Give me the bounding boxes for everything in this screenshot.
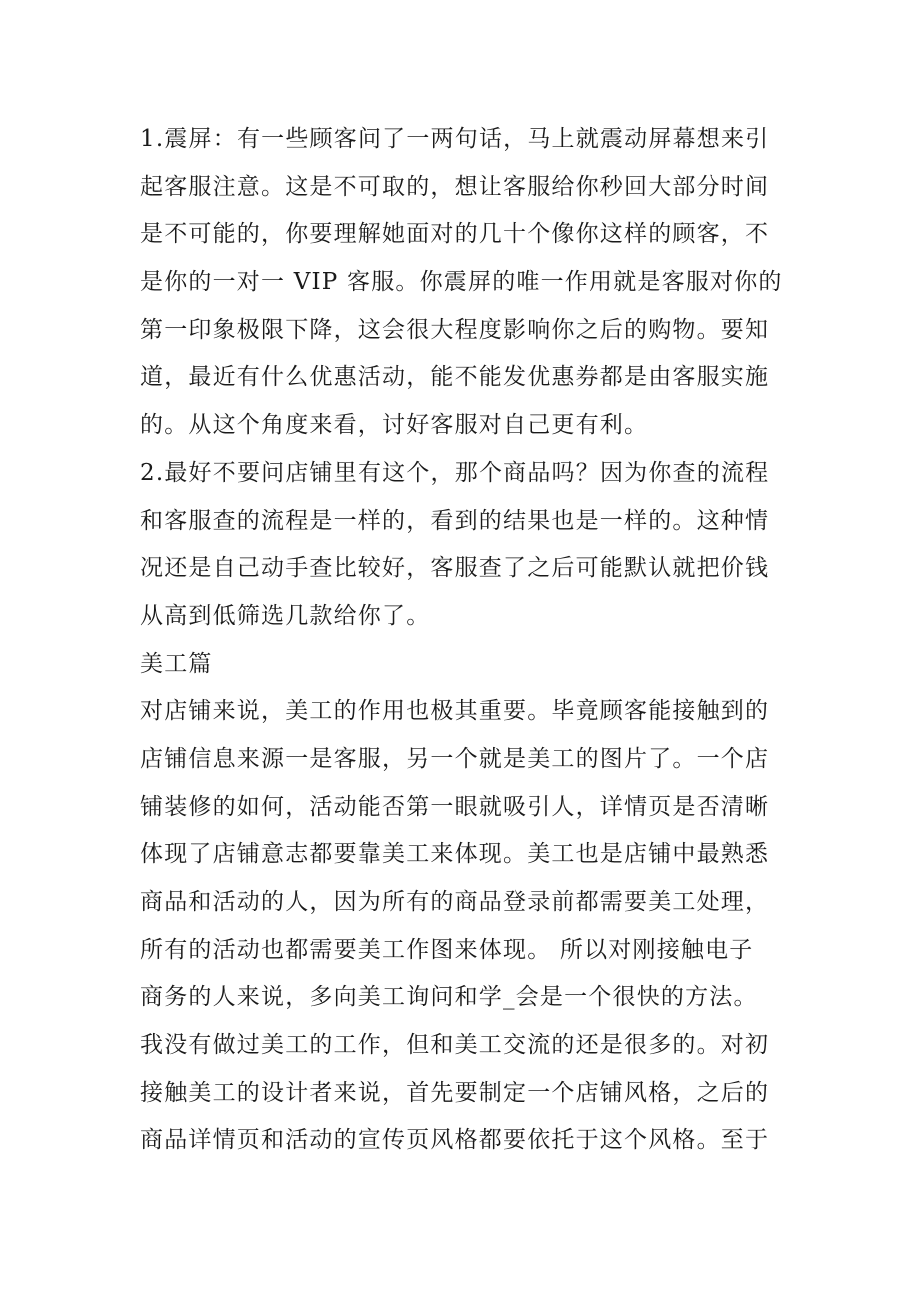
text-line: 道，最近有什么优惠活动，能不能发优惠券都是由客服实施 — [140, 364, 770, 391]
text-line: 从高到低筛选几款给你了。 — [140, 602, 431, 629]
text-line: 铺装修的如何，活动能否第一眼就吸引人，详情页是否清晰 — [140, 793, 770, 820]
text-line: 接触美工的设计者来说，首先要制定一个店铺风格，之后的 — [140, 1079, 770, 1106]
text-line: 对店铺来说，美工的作用也极其重要。毕竟顾客能接触到的 — [140, 698, 770, 725]
text-line: 所有的活动也都需要美工作图来体现。 所以对刚接触电子 — [140, 936, 754, 963]
text-line: 体现了店铺意志都要靠美工来体现。美工也是店铺中最熟悉 — [140, 841, 770, 868]
text-line: 店铺信息来源一是客服，另一个就是美工的图片了。一个店 — [140, 745, 770, 772]
text-line: 的。从这个角度来看，讨好客服对自己更有利。 — [140, 412, 649, 439]
document-body — [140, 116, 790, 1165]
text-line: 起客服注意。这是不可取的，想让客服给你秒回大部分时间 — [140, 173, 770, 200]
text-line: 我没有做过美工的工作，但和美工交流的还是很多的。对初 — [140, 1032, 770, 1059]
text-line: 况还是自己动手查比较好，客服查了之后可能默认就把价钱 — [140, 555, 770, 582]
text-line: 是不可能的，你要理解她面对的几十个像你这样的顾客，不 — [140, 221, 770, 248]
section-heading: 美工篇 — [140, 650, 213, 677]
text-line: 商品和活动的人，因为所有的商品登录前都需要美工处理， — [140, 889, 770, 915]
text-line: 1.震屏：有一些顾客问了一两句话，马上就震动屏幕想来引 — [140, 126, 770, 152]
text-line: 商务的人来说，多向美工询问和学_会是一个很快的方法。 — [140, 984, 758, 1011]
text-line: 是你的一对一 VIP 客服。你震屏的唯一作用就是客服对你的 — [140, 269, 783, 296]
text-line: 第一印象极限下降，这会很大程度影响你之后的购物。要知 — [140, 316, 770, 343]
text-line: 商品详情页和活动的宣传页风格都要依托于这个风格。至于 — [140, 1127, 770, 1154]
text-line: 2.最好不要问店铺里有这个，那个商品吗？因为你查的流程 — [140, 459, 770, 486]
text-line: 和客服查的流程是一样的，看到的结果也是一样的。这种情 — [140, 507, 770, 534]
